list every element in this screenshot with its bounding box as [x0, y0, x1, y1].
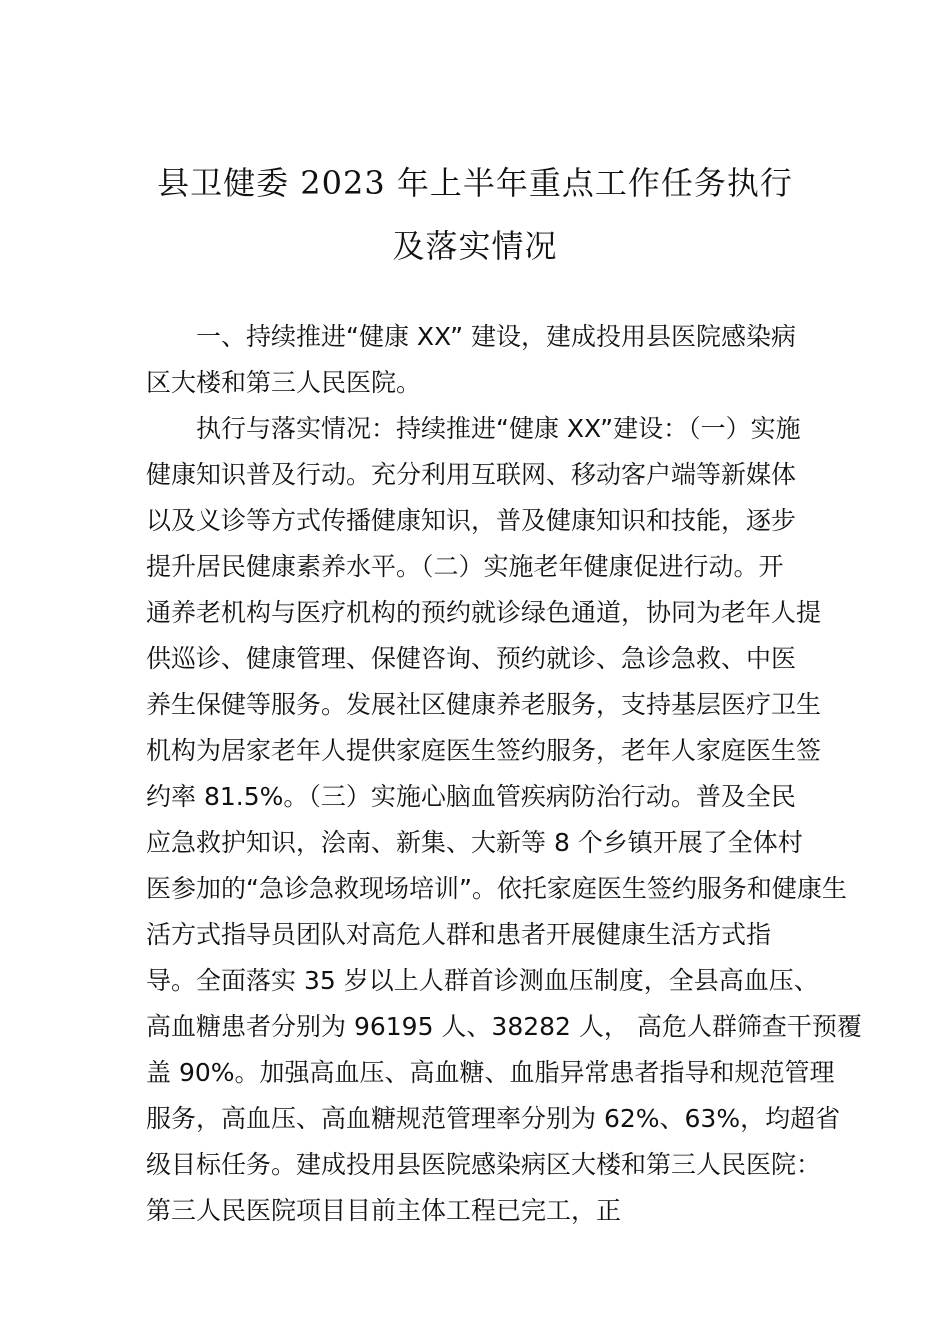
paragraph-line: 机构为居家老年人提供家庭医生签约服务，老年人家庭医生签 [146, 736, 822, 765]
paragraph-line: 级目标任务。建成投用县医院感染病区大楼和第三人民医院： [146, 1150, 822, 1179]
document-title-line-2: 及落实情况 [392, 227, 558, 265]
section-heading-line: 一、持续推进“健康 XX” 建设，建成投用县医院感染病 [196, 322, 797, 351]
document-body [146, 314, 862, 1234]
paragraph-line: 供巡诊、健康管理、保健咨询、预约就诊、急诊急救、中医 [146, 644, 797, 673]
paragraph-line: 通养老机构与医疗机构的预约就诊绿色通道，协同为老年人提 [146, 598, 822, 627]
paragraph-line: 执行与落实情况：持续推进“健康 XX”建设：（一）实施 [196, 414, 801, 443]
paragraph-line: 提升居民健康素养水平。（二）实施老年健康促进行动。开 [146, 552, 784, 581]
paragraph-line: 第三人民医院项目目前主体工程已完工，正 [146, 1196, 622, 1225]
paragraph-line: 以及义诊等方式传播健康知识，普及健康知识和技能，逐步 [146, 506, 797, 535]
paragraph-line: 约率 81.5%。（三）实施心脑血管疾病防治行动。普及全民 [146, 782, 796, 811]
paragraph-line: 服务，高血压、高血糖规范管理率分别为 62%、63%，均超省 [146, 1104, 841, 1133]
paragraph-line: 盖 90%。加强高血压、高血糖、血脂异常患者指导和规范管理 [146, 1058, 835, 1087]
paragraph-line: 健康知识普及行动。充分利用互联网、移动客户端等新媒体 [146, 460, 797, 489]
paragraph-line: 应急救护知识，浍南、新集、大新等 8 个乡镇开展了全体村 [146, 828, 803, 857]
document-title-line-1: 县卫健委 2023 年上半年重点工作任务执行 [157, 164, 793, 202]
paragraph-line: 高血糖患者分别为 96195 人、38282 人， 高危人群筛查干预覆 [146, 1012, 862, 1041]
paragraph-line: 养生保健等服务。发展社区健康养老服务，支持基层医疗卫生 [146, 690, 822, 719]
paragraph-line: 医参加的“急诊急救现场培训”。依托家庭医生签约服务和健康生 [146, 874, 847, 903]
section-heading-line: 区大楼和第三人民医院。 [146, 368, 422, 397]
paragraph-line: 导。全面落实 35 岁以上人群首诊测血压制度，全县高血压、 [146, 966, 819, 995]
paragraph-line: 活方式指导员团队对高危人群和患者开展健康生活方式指 [146, 920, 772, 949]
